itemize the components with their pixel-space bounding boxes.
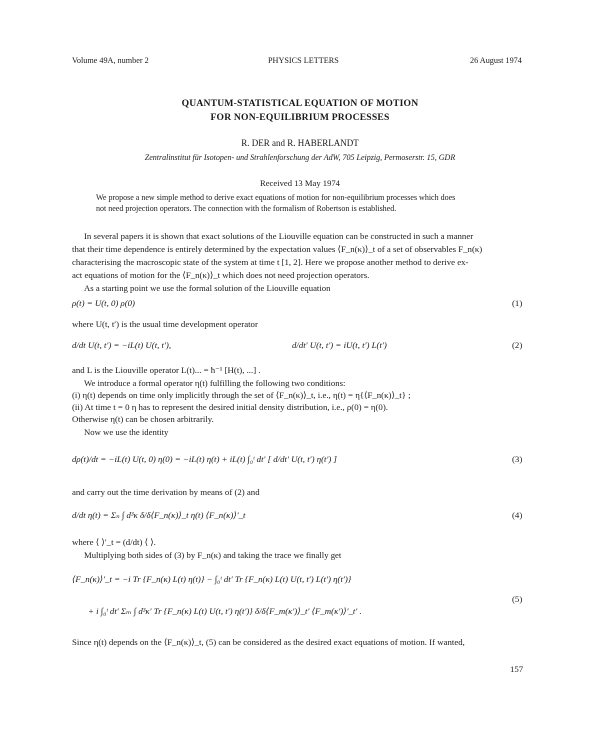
where-u-text: where U(t, t′) is the usual time development operator — [72, 319, 258, 329]
page-number: 157 — [510, 664, 524, 674]
multiply-text: Multiplying both sides of (3) by F_n(κ) and taking the trace we finally get — [84, 550, 342, 560]
equation-4: d/dt η(t) = Σₙ ∫ d³κ δ/δ⟨F_n(κ)⟩_t η(t) ⟨F_n(κ)⟩′_t — [72, 510, 246, 520]
where-derivative-text: where ⟨ ⟩′_t = (d/dt) ⟨ ⟩. — [72, 537, 156, 547]
equation-5-number: (5) — [512, 594, 523, 604]
equation-5a: ⟨F_n(κ)⟩′_t = −i Tr {F_n(κ) L(t) η(t)} − ∫₀ᵗ dt′ Tr {F_n(κ) L(t) U(t, t′) L(t′) η(t′)} — [72, 574, 352, 584]
condition-1: (i) η(t) depends on time only implicitly through the set of ⟨F_n(κ)⟩_t, i.e., η(t) = η{⟨F_n(κ)⟩_t} ; — [72, 390, 411, 400]
intro-line-2: that their time dependence is entirely determined by the expectation values ⟨F_n(κ)⟩_t of a set of observables F_n(κ) — [72, 244, 483, 254]
received-date: Received 13 May 1974 — [260, 178, 340, 188]
intro-line-1: In several papers it is shown that exact solutions of the Liouville equation can be constructed in such a manner — [84, 231, 474, 241]
equation-3-number: (3) — [512, 454, 523, 464]
equation-1: ρ(t) = U(t, 0) ρ(0) — [72, 298, 135, 308]
header-volume: Volume 49A, number 2 — [72, 56, 149, 65]
intro-line-4: act equations of motion for the ⟨F_n(κ)⟩_t which does not need projection operators. — [72, 270, 370, 280]
intro-line-3: characterising the macroscopic state of the system at time t [1, 2]. Here we propose another method to derive ex- — [72, 257, 469, 267]
since-text: Since η(t) depends on the ⟨F_n(κ)⟩_t, (5) can be considered as the desired exact equations of motion. If wanted, — [72, 637, 465, 647]
equation-4-number: (4) — [512, 510, 523, 520]
title-line-2: FOR NON-EQUILIBRIUM PROCESSES — [210, 112, 390, 123]
header-journal: PHYSICS LETTERS — [268, 56, 339, 65]
equation-2b: d/dt′ U(t, t′) = iU(t, t′) L(t′) — [292, 340, 387, 350]
authors: R. DER and R. HABERLANDT — [241, 138, 359, 148]
equation-5b: + i ∫₀ᵗ dt′ Σₘ ∫ d³κ′ Tr {F_n(κ) L(t) U(t, t′) η(t′)} δ/δ⟨F_m(κ′)⟩_t′ ⟨F_m(κ′)⟩′_t′ . — [88, 606, 362, 616]
affiliation: Zentralinstitut für Isotopen- und Strahlenforschung der AdW, 705 Leipzig, Permoserstr. 15, GDR — [144, 153, 456, 162]
identity-text: Now we use the identity — [84, 427, 169, 437]
liouville-text: and L is the Liouville operator L(t)... = ħ⁻¹ [H(t), ...] . — [72, 365, 261, 375]
equation-2-number: (2) — [512, 340, 523, 350]
equation-3: dρ(t)/dt = −iL(t) U(t, 0) η(0) = −iL(t) η(t) + iL(t) ∫₀ᵗ dt′ [ d/dt′ U(t, t′) η(t′) ] — [72, 454, 337, 464]
starting-point-text: As a starting point we use the formal solution of the Liouville equation — [84, 283, 331, 293]
title-line-1: QUANTUM-STATISTICAL EQUATION OF MOTION — [181, 98, 419, 109]
abstract-line-2: not need projection operators. The connection with the formalism of Robertson is established. — [96, 204, 397, 213]
formal-operator-text: We introduce a formal operator η(t) fulfilling the following two conditions: — [84, 378, 346, 388]
equation-1-number: (1) — [512, 298, 523, 308]
abstract-line-1: We propose a new simple method to derive exact equations of motion for non-equilibrium processes which does — [96, 193, 456, 202]
carry-out-text: and carry out the time derivation by means of (2) and — [72, 487, 260, 497]
paragraph-intro — [72, 230, 534, 242]
condition-2: (ii) At time t = 0 η has to represent the desired initial density distribution, i.e., ρ(0) = η(0). — [72, 402, 388, 412]
header-date: 26 August 1974 — [470, 56, 522, 65]
equation-2a: d/dt U(t, t′) = −iL(t) U(t, t′), — [72, 340, 172, 350]
otherwise-text: Otherwise η(t) can be chosen arbitrarily. — [72, 414, 214, 424]
